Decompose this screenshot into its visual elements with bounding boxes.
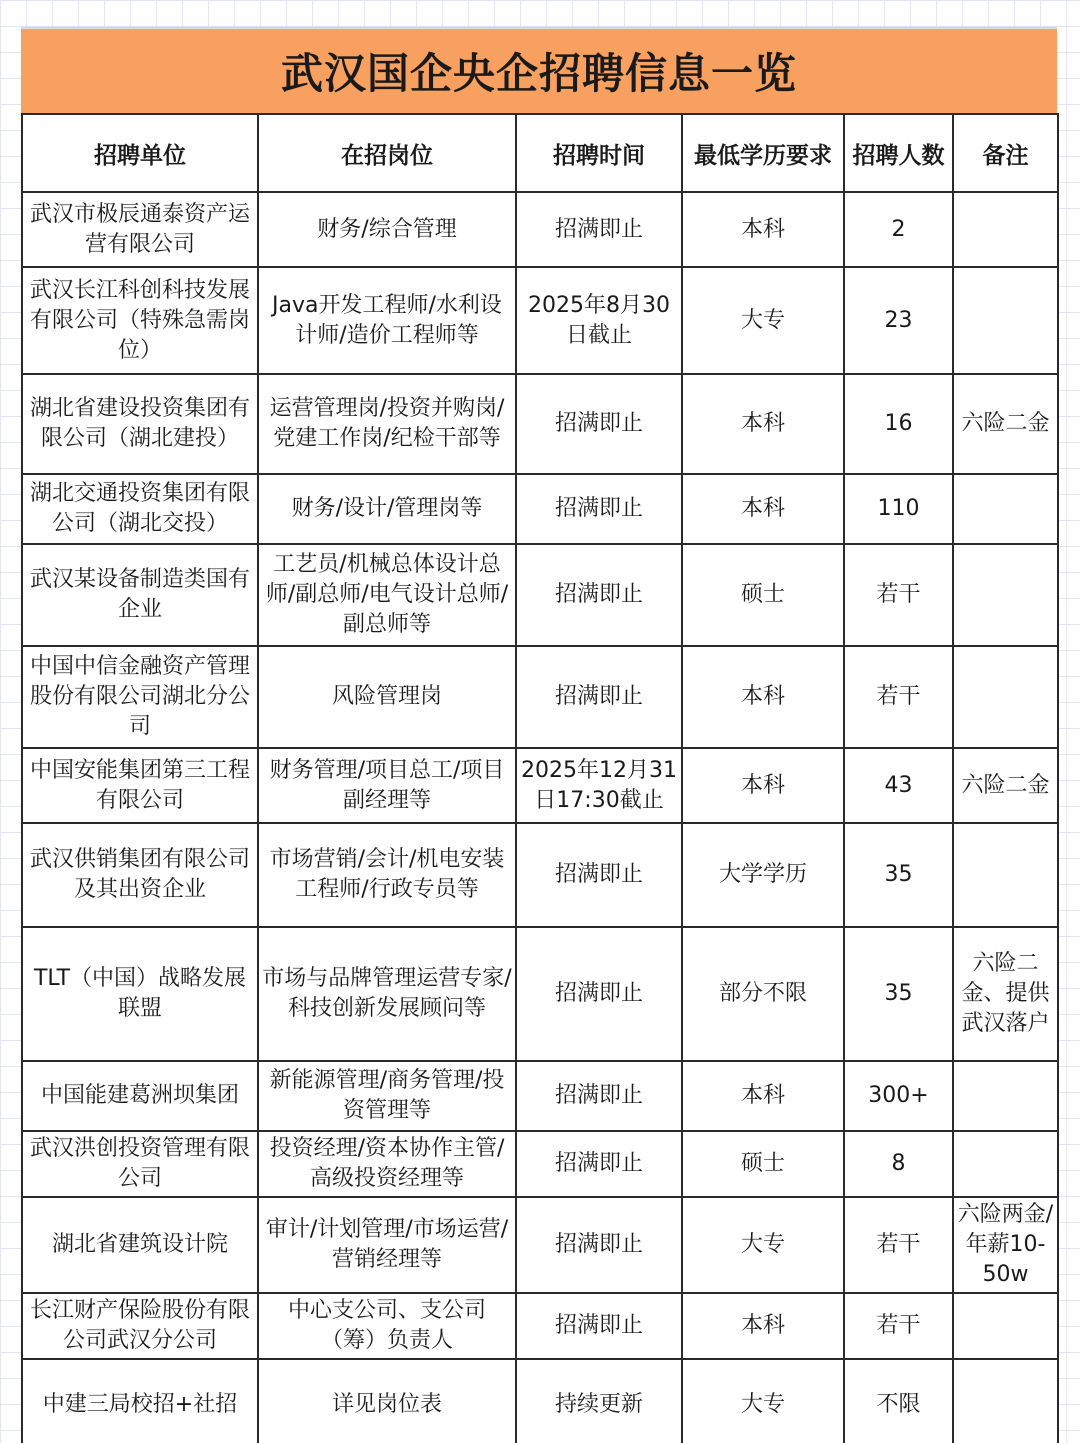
cell-remark: 六险二金 [953, 748, 1058, 823]
cell-count: 8 [844, 1131, 953, 1197]
page-title: 武汉国企央企招聘信息一览 [280, 49, 797, 98]
cell-positions: 财务/设计/管理岗等 [258, 474, 516, 544]
table-row [22, 823, 1058, 927]
cell-positions: 详见岗位表 [258, 1359, 516, 1443]
cell-unit: 中建三局校招+社招 [22, 1359, 258, 1443]
cell-time: 招满即止 [516, 374, 682, 474]
cell-count: 43 [844, 748, 953, 823]
cell-time: 招满即止 [516, 544, 682, 646]
table-row [22, 1197, 1058, 1293]
cell-positions: 投资经理/资本协作主管/高级投资经理等 [258, 1131, 516, 1197]
cell-count: 16 [844, 374, 953, 474]
cell-positions: 市场营销/会计/机电安装工程师/行政专员等 [258, 823, 516, 927]
cell-remark: 六险二金 [953, 374, 1058, 474]
cell-count: 23 [844, 267, 953, 374]
cell-education: 本科 [682, 1061, 844, 1131]
cell-count: 若干 [844, 1197, 953, 1293]
cell-education: 硕士 [682, 1131, 844, 1197]
cell-unit: 湖北交通投资集团有限公司（湖北交投） [22, 474, 258, 544]
cell-unit: 湖北省建筑设计院 [22, 1197, 258, 1293]
cell-positions: 财务/综合管理 [258, 192, 516, 267]
cell-positions: 工艺员/机械总体设计总师/副总师/电气设计总师/副总师等 [258, 544, 516, 646]
cell-count: 不限 [844, 1359, 953, 1443]
cell-time: 招满即止 [516, 646, 682, 748]
cell-remark [953, 474, 1058, 544]
cell-education: 本科 [682, 192, 844, 267]
cell-unit: 武汉长江科创科技发展有限公司（特殊急需岗位） [22, 267, 258, 374]
cell-unit: 武汉某设备制造类国有企业 [22, 544, 258, 646]
cell-time: 招满即止 [516, 927, 682, 1061]
cell-count: 2 [844, 192, 953, 267]
cell-count: 若干 [844, 1293, 953, 1359]
cell-education: 本科 [682, 474, 844, 544]
cell-positions: 新能源管理/商务管理/投资管理等 [258, 1061, 516, 1131]
cell-count: 35 [844, 823, 953, 927]
header-time: 招聘时间 [516, 114, 682, 192]
recruitment-table [21, 113, 1059, 1443]
cell-time: 招满即止 [516, 1293, 682, 1359]
cell-unit: 中国中信金融资产管理股份有限公司湖北分公司 [22, 646, 258, 748]
table-row [22, 192, 1058, 267]
cell-education: 大专 [682, 267, 844, 374]
cell-time: 招满即止 [516, 1061, 682, 1131]
cell-remark [953, 544, 1058, 646]
table-row [22, 1061, 1058, 1131]
header-count: 招聘人数 [844, 114, 953, 192]
cell-positions: 财务管理/项目总工/项目副经理等 [258, 748, 516, 823]
cell-count: 若干 [844, 544, 953, 646]
table-row [22, 374, 1058, 474]
cell-remark [953, 646, 1058, 748]
recruitment-sheet [21, 27, 1057, 1443]
table-row [22, 1131, 1058, 1197]
table-row [22, 927, 1058, 1061]
cell-education: 部分不限 [682, 927, 844, 1061]
cell-time: 招满即止 [516, 192, 682, 267]
cell-education: 本科 [682, 1293, 844, 1359]
cell-education: 本科 [682, 748, 844, 823]
cell-education: 大专 [682, 1197, 844, 1293]
cell-unit: 中国能建葛洲坝集团 [22, 1061, 258, 1131]
cell-time: 招满即止 [516, 474, 682, 544]
header-remark: 备注 [953, 114, 1058, 192]
cell-unit: 武汉供销集团有限公司及其出资企业 [22, 823, 258, 927]
cell-time: 2025年8月30日截止 [516, 267, 682, 374]
cell-unit: TLT（中国）战略发展联盟 [22, 927, 258, 1061]
cell-count: 110 [844, 474, 953, 544]
cell-unit: 湖北省建设投资集团有限公司（湖北建投） [22, 374, 258, 474]
cell-remark [953, 192, 1058, 267]
cell-remark [953, 823, 1058, 927]
cell-education: 本科 [682, 374, 844, 474]
table-row [22, 474, 1058, 544]
cell-time: 2025年12月31日17:30截止 [516, 748, 682, 823]
cell-remark [953, 1131, 1058, 1197]
header-row [22, 114, 1058, 192]
cell-education: 硕士 [682, 544, 844, 646]
cell-unit: 武汉洪创投资管理有限公司 [22, 1131, 258, 1197]
cell-remark [953, 1293, 1058, 1359]
cell-positions: 运营管理岗/投资并购岗/党建工作岗/纪检干部等 [258, 374, 516, 474]
table-row [22, 544, 1058, 646]
cell-unit: 中国安能集团第三工程有限公司 [22, 748, 258, 823]
cell-positions: Java开发工程师/水利设计师/造价工程师等 [258, 267, 516, 374]
cell-count: 300+ [844, 1061, 953, 1131]
cell-unit: 长江财产保险股份有限公司武汉分公司 [22, 1293, 258, 1359]
cell-positions: 审计/计划管理/市场运营/营销经理等 [258, 1197, 516, 1293]
table-row [22, 748, 1058, 823]
cell-remark [953, 1061, 1058, 1131]
cell-count: 若干 [844, 646, 953, 748]
cell-time: 招满即止 [516, 823, 682, 927]
cell-remark [953, 1359, 1058, 1443]
cell-education: 大学学历 [682, 823, 844, 927]
cell-education: 本科 [682, 646, 844, 748]
cell-count: 35 [844, 927, 953, 1061]
title-bar [21, 27, 1057, 113]
cell-time: 招满即止 [516, 1131, 682, 1197]
cell-time: 招满即止 [516, 1197, 682, 1293]
cell-positions: 市场与品牌管理运营专家/科技创新发展顾问等 [258, 927, 516, 1061]
header-education: 最低学历要求 [682, 114, 844, 192]
header-unit: 招聘单位 [22, 114, 258, 192]
cell-positions: 风险管理岗 [258, 646, 516, 748]
cell-unit: 武汉市极辰通泰资产运营有限公司 [22, 192, 258, 267]
table-row [22, 1359, 1058, 1443]
cell-time: 持续更新 [516, 1359, 682, 1443]
table-row [22, 267, 1058, 374]
cell-remark: 六险两金/年薪10-50w [953, 1197, 1058, 1293]
cell-remark: 六险二金、提供武汉落户 [953, 927, 1058, 1061]
cell-positions: 中心支公司、支公司（筹）负责人 [258, 1293, 516, 1359]
table-row [22, 646, 1058, 748]
table-row [22, 1293, 1058, 1359]
header-positions: 在招岗位 [258, 114, 516, 192]
cell-education: 大专 [682, 1359, 844, 1443]
cell-remark [953, 267, 1058, 374]
